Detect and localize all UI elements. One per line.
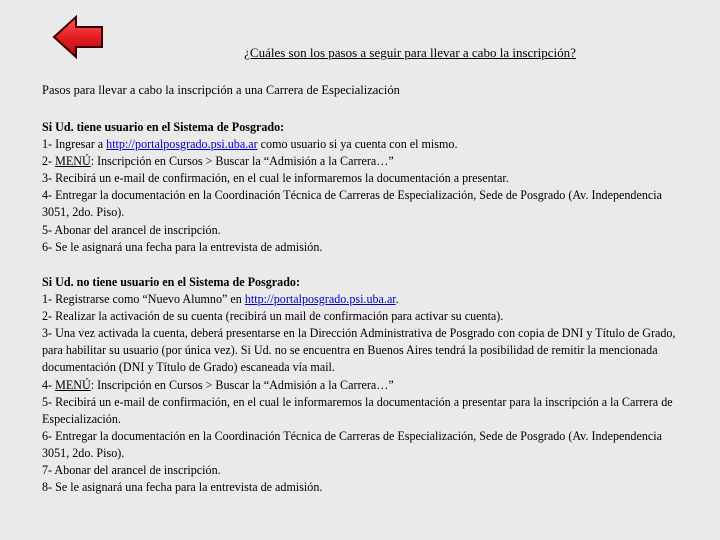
step-3: 3- Recibirá un e-mail de confirmación, en el cual le informaremos la documentación a presentar. <box>42 171 509 186</box>
step-1: 1- Ingresar a http://portalposgrado.psi.uba.ar como usuario si ya cuenta con el mismo. <box>42 137 458 152</box>
subtitle: Pasos para llevar a cabo la inscripción a una Carrera de Especialización <box>42 83 400 97</box>
step-6: 6- Se le asignará una fecha para la entrevista de admisión. <box>42 239 323 254</box>
step-5: 5- Recibirá un e-mail de confirmación, en el cual le informaremos la documentación a presentar para la inscripción a la Carrera de Especialización. <box>42 394 673 426</box>
step-6: 6- Entregar la documentación en la Coordinación Técnica de Carreras de Especialización, Sede de Posgrado (Av. Independencia 3051, 2do. Piso). <box>42 428 662 460</box>
section-without-user <box>42 274 682 496</box>
step-2: 2- Realizar la activación de su cuenta (recibirá un mail de confirmación para activar su cuenta). <box>42 309 504 324</box>
section-with-user <box>42 119 682 256</box>
section-heading: Si Ud. tiene usuario en el Sistema de Posgrado: <box>42 120 285 134</box>
step-5: 5- Abonar del arancel de inscripción. <box>42 222 221 237</box>
menu-label: MENÚ <box>55 377 91 392</box>
portal-link[interactable]: http://portalposgrado.psi.uba.ar <box>244 292 396 307</box>
step-8: 8- Se le asignará una fecha para la entrevista de admisión. <box>42 480 323 495</box>
page-title: ¿Cuáles son los pasos a seguir para llevar a cabo la inscripción? <box>244 45 576 60</box>
section-heading: Si Ud. no tiene usuario en el Sistema de Posgrado: <box>42 275 301 289</box>
step-4: 4- Entregar la documentación en la Coordinación Técnica de Carreras de Especialización, Sede de Posgrado (Av. Independencia 3051, 2do. Piso). <box>42 188 662 220</box>
portal-link[interactable]: http://portalposgrado.psi.uba.ar <box>106 137 258 152</box>
menu-label: MENÚ <box>55 154 91 169</box>
step-7: 7- Abonar del arancel de inscripción. <box>42 463 221 478</box>
step-4: 4- MENÚ: Inscripción en Cursos > Buscar la “Admisión a la Carrera…” <box>42 377 394 392</box>
step-1: 1- Registrarse como “Nuevo Alumno” en http://portalposgrado.psi.uba.ar. <box>42 292 399 307</box>
step-2: 2- MENÚ: Inscripción en Cursos > Buscar la “Admisión a la Carrera…” <box>42 154 394 169</box>
step-3: 3- Una vez activada la cuenta, deberá presentarse en la Dirección Administrativa de Posgrado con copia de DNI y Título de Grado, para habilitar su usuario (por única vez). Si Ud. no se encuentra en Buenos Aires tendrá la posibilidad de remitir la mencionada documentación (DNI y Título de Grado) escaneada vía mail. <box>42 326 676 375</box>
